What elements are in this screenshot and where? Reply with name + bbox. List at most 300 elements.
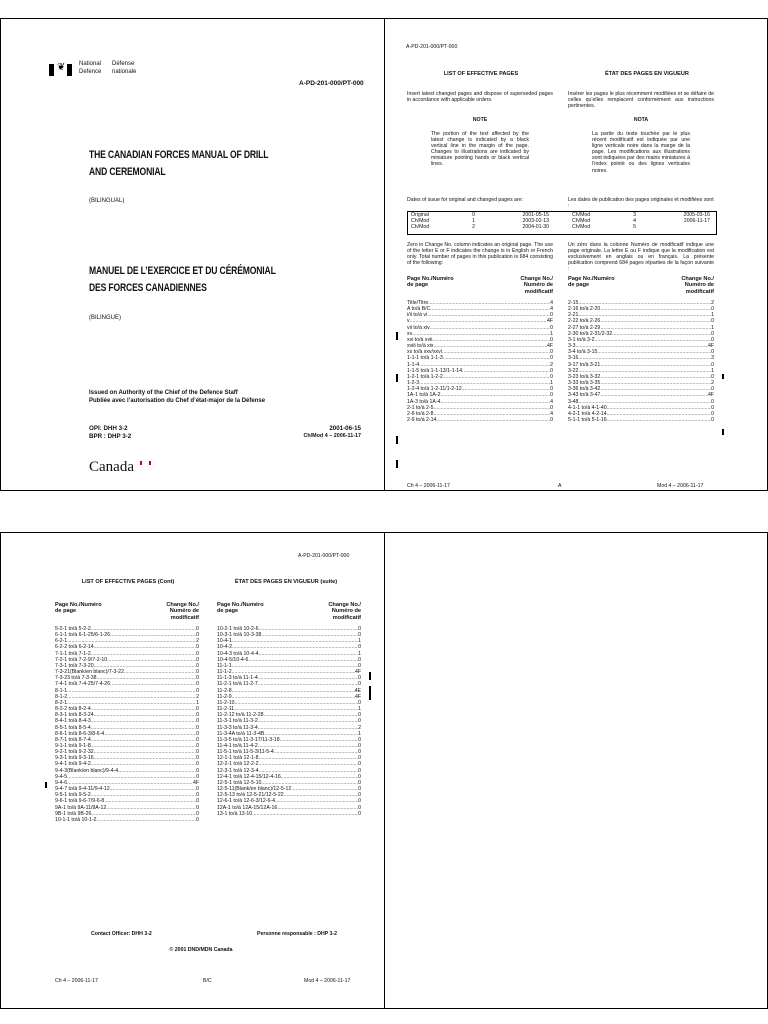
col-page-label-2: de page	[55, 608, 77, 615]
dates-left-list	[411, 212, 549, 231]
change-number: 3	[711, 355, 714, 362]
page-range: 9B-1 to/à 9B-26	[55, 810, 92, 817]
change-number: 0	[358, 767, 361, 774]
change-number: 2	[550, 361, 553, 368]
page-range: 1-2-3	[407, 380, 420, 387]
page-range: 3-16	[568, 355, 579, 362]
lep-cont-header-right	[217, 602, 361, 621]
change-number: 0	[711, 386, 714, 393]
lep-cont-rows-right	[217, 626, 361, 817]
lep-title-fr: ÉTAT DES PAGES EN VIGUEUR	[605, 71, 689, 77]
change-number: 4	[550, 398, 553, 405]
page-range: 8-1-2	[55, 693, 68, 700]
blank-page	[385, 533, 768, 1008]
note-en-text: The portion of the text affected by the latest change is indicated by a black vertical line in the margin of the page. Changes to illustrations are indicated by miniature pointing hands or black vertical lines.	[431, 131, 529, 168]
dept-name-fr	[112, 60, 136, 76]
page-range: 2-6 to/à 2-8	[407, 410, 434, 417]
dates-right-list	[572, 212, 710, 231]
change-number: 4F	[354, 669, 361, 676]
issued-en: Issued on Authority of the Chief of the Defence Staff	[89, 390, 238, 396]
change-number: 0	[196, 804, 199, 811]
page-range: 5-1-1 to/à 5-1-16	[568, 416, 607, 423]
change-number: 0	[196, 681, 199, 688]
page-range: 9-2-1 to/à 9-2-32	[55, 749, 94, 756]
lep-intro-fr: Insérer les pages le plus récemment modifiées et se défaire de celles qu’elles remplacent conformément aux instructions pertinentes.	[568, 91, 714, 110]
lep-rows-left	[407, 300, 553, 423]
page-range: xx to/à xxv/xxvi	[407, 349, 442, 356]
lep-cont-footer-right: Mod 4 – 2006-11-17	[304, 978, 351, 984]
page-range: 1-1-4	[407, 361, 420, 368]
page-range: 9-1-1 to/à 9-1-8	[55, 742, 91, 749]
page-range: 3-22	[568, 367, 579, 374]
col-change-label: Change No./	[328, 602, 361, 608]
col-change-label-3: modificatif	[685, 288, 714, 295]
page-range: vii to/à xiv	[407, 324, 430, 331]
change-number: 0	[196, 644, 199, 651]
change-number: 0	[711, 373, 714, 380]
change-number: 4F	[546, 343, 553, 350]
change-number: 1	[711, 367, 714, 374]
date-row: Original 0 2001-05-15	[411, 212, 549, 218]
page-range: 7-1-1 to/à 7-1-2	[55, 650, 91, 657]
page-range: 12-4-1 to/à 12-4-15/12-4-16	[217, 773, 281, 780]
change-number: 1	[196, 699, 199, 706]
change-number: 0	[358, 675, 361, 682]
lep-cont-footer-page: B/C	[203, 978, 212, 984]
page-range: 6-2-2 to/à 6-2-14	[55, 644, 94, 651]
page-range: 12-6-1 to/à 12-6-3/12-6-4	[217, 798, 275, 805]
change-number: 0	[711, 318, 714, 325]
page-range: 3-33 to/à 3-35	[568, 380, 601, 387]
change-number: 0	[196, 662, 199, 669]
page-range: 2-9 to/à 2-14	[407, 416, 437, 423]
cover-title-en	[89, 147, 284, 181]
page-range: 12-1-1 to/à 12-1-8	[217, 755, 259, 762]
dot-leader	[252, 811, 358, 817]
change-number: 0	[550, 349, 553, 356]
page-range: 9-4-6	[55, 779, 68, 786]
change-number: 0	[711, 330, 714, 337]
change-number: 0	[196, 755, 199, 762]
page-range: 11-3-4A to/à 11-3-4B	[217, 730, 265, 737]
maple-leaf-icon: ❦	[57, 62, 66, 73]
change-number: 0	[196, 761, 199, 768]
lep-cont-title-en: LIST OF EFFECTIVE PAGES (Cont)	[81, 579, 175, 585]
change-number: 0	[196, 675, 199, 682]
col-change-label-3: modificatif	[332, 614, 361, 621]
change-number: 0	[711, 306, 714, 313]
opi-bpr	[89, 425, 131, 440]
col-change-label-2: Numéro de	[169, 608, 199, 615]
change-number: 4	[550, 300, 553, 306]
dept-fr-line-2: nationale	[112, 69, 137, 75]
change-number: 0	[711, 361, 714, 368]
page-range: 8-4-1 to/à 8-4-3	[55, 718, 91, 725]
page-range: 11-2-10	[217, 699, 235, 706]
page-range: 10-3-1 to/à 10-3-38	[217, 632, 262, 639]
note-fr-title: NOTA	[633, 117, 649, 123]
change-number: 0	[550, 386, 553, 393]
change-number: 0	[550, 355, 553, 362]
col-change-label-2: Numéro de	[684, 282, 714, 289]
date-row: Ch/Mod 4 2006-11-17	[572, 218, 710, 225]
col-page-label: Page No./Numéro	[55, 602, 102, 608]
dates-intro-en: Dates of issue for original and changed pages are:	[407, 197, 523, 203]
page-range: 1A-1 to/à 1A-2	[407, 392, 441, 399]
dot-leader	[436, 417, 550, 423]
change-number: 0	[358, 804, 361, 811]
cover-doc-code: A-PD-201-000/PT-000	[299, 80, 364, 87]
change-number: 0	[358, 786, 361, 793]
page-range: 10-4-1	[217, 638, 232, 645]
change-number: 0	[358, 779, 361, 786]
col-change-label: Change No./	[520, 276, 553, 282]
page-range: 1-2-1 to/à 1-2-2	[407, 373, 443, 380]
zero-note-en: Zero in Change No. column indicates an original page. The use of the letter E or F indicates the change is in English or French only. Total number of pages in this publication is 684 consisting of the following:	[407, 242, 553, 267]
page-range: 12-2-1 to/à 12-2-2	[217, 761, 259, 768]
page-range: 13-1 to/à 13-10	[217, 810, 253, 817]
page-range: 7-3-21(Blank/en blanc)/7-3-22	[55, 669, 124, 676]
canada-flag-icon	[140, 461, 151, 465]
change-number: 0	[711, 398, 714, 405]
page-range: 12-5-13 to/à 12-5-21/12-5-22	[217, 792, 284, 799]
change-number: 0	[196, 724, 199, 731]
page-list-row	[55, 817, 199, 823]
date-row: Ch/Mod 5	[572, 224, 636, 231]
issued-fr: Publiée avec l’autorisation du Chef d’état-major de la Défense	[89, 397, 266, 404]
change-number: 0	[196, 792, 199, 799]
date-row: Ch/Mod 2 2004-01-30	[411, 224, 549, 231]
col-page-label-2: de page	[217, 608, 239, 615]
page-divider	[384, 19, 385, 490]
page-range: 3-43 to/à 3-47	[568, 392, 601, 399]
col-page-label: Page No./Numéro	[407, 276, 454, 282]
change-number: 0	[711, 404, 714, 411]
page-range: 11-2-11	[217, 706, 235, 713]
page-range: 2-15	[568, 300, 579, 306]
page-range: 5-2-1 to/à 5-2-2	[55, 626, 91, 632]
change-number: 0	[358, 798, 361, 805]
change-number: 0	[196, 632, 199, 639]
change-number: 0	[196, 650, 199, 657]
page-range: 3-1 to/à 3-2	[568, 336, 595, 343]
change-bar	[369, 686, 371, 700]
dot-leader	[97, 817, 197, 823]
lep-rows-right	[568, 300, 714, 423]
date-row: Ch/Mod 1 2003-02-13	[411, 218, 549, 225]
contact-officer-fr: Personne responsable : DHP 3-2	[257, 931, 338, 937]
page-range: 11-3-3 to/à 11-3-4	[217, 724, 258, 731]
page-range: 8-2-1	[55, 699, 68, 706]
change-number: 2	[196, 638, 199, 645]
change-number: 1	[550, 330, 553, 337]
dates-intro-fr: Les dates de publication des pages originales et modifiées sont :	[568, 197, 714, 210]
col-page-label-2: de page	[568, 282, 590, 289]
note-fr-text: La partie du texte touchée par le plus récent modificatif est indiquée par une ligne verticale noire dans la marge de la page. Les modifications aux illustrations sont indiquées par des mains miniatures à l’index pointé ou des lignes verticales noires.	[592, 131, 690, 174]
change-number: 1	[550, 380, 553, 387]
change-number: 0	[358, 644, 361, 651]
change-number: 0	[196, 773, 199, 780]
spread-sheet-1	[0, 18, 768, 491]
title-fr-line-1: MANUEL DE L’EXERCICE ET DU CÉRÉMONIAL	[89, 265, 276, 277]
change-number: 0	[196, 810, 199, 817]
change-number: 0	[358, 755, 361, 762]
col-change-label-3: modificatif	[524, 288, 553, 295]
page-range: 3-17 to/à 3-21	[568, 361, 601, 368]
change-number: 0	[196, 786, 199, 793]
col-change-label-2: Numéro de	[331, 608, 361, 615]
change-number: 0	[358, 773, 361, 780]
page-range: 2-1 to/à 2-5	[407, 404, 434, 411]
change-number: 0	[550, 404, 553, 411]
change-number: 0	[196, 736, 199, 743]
change-number: 0	[196, 730, 199, 737]
page-range: 12A-1 to/à 12A-15/12A-16	[217, 804, 278, 811]
page-range: 8-2-2 to/à 8-2-4	[55, 706, 91, 713]
change-number: 0	[196, 687, 199, 694]
page-range: 11-5-1 to/à 11-5-3/11-5-4	[217, 749, 274, 756]
change-number: 4F	[707, 343, 714, 350]
page-range: 11-3-5 to/à 11-3-17/11-3-18	[217, 736, 280, 743]
lep-footer-right: Mod 4 – 2006-11-17	[657, 483, 704, 489]
change-number: 0	[550, 392, 553, 399]
change-number: 0	[550, 373, 553, 380]
page-range: 2-30 to/à 2-31/2-32	[568, 330, 613, 337]
change-bar	[396, 332, 398, 340]
page-range: 3-23 to/à 3-32	[568, 373, 601, 380]
note-en-title: NOTE	[472, 117, 488, 123]
flag-bar-left	[49, 64, 54, 76]
cover-title-fr	[89, 263, 284, 297]
page-range: xvi to/à xvii	[407, 336, 433, 343]
page-range: i/ii to/à vi	[407, 312, 428, 319]
page-range: 11-1-3 to/à 11-1-4	[217, 675, 258, 682]
dept-en-line-2: Defence	[79, 69, 102, 75]
page-range: 8-7-1 to/à 8-7-4	[55, 736, 91, 743]
page-range: 9-4-3(Blank/en blanc)/9-4-4	[55, 767, 119, 774]
page-range: 9A-1 to/à 9A-11/9A-12	[55, 804, 107, 811]
change-number: 0	[196, 749, 199, 756]
page-range: A to/à B/C	[407, 306, 431, 313]
change-number: 0	[358, 742, 361, 749]
change-number: 1	[358, 706, 361, 713]
change-number: 4	[550, 306, 553, 313]
change-number: 2	[711, 380, 714, 387]
lep-title-en: LIST OF EFFECTIVE PAGES	[443, 71, 519, 77]
change-number: 4F	[354, 693, 361, 700]
page-range: 12-5-1 to/à 12-5-10	[217, 779, 262, 786]
cover-dates	[271, 425, 361, 440]
change-number: 0	[550, 416, 553, 423]
bpr-label: BPR : DHP 3-2	[89, 432, 132, 440]
change-bar	[722, 374, 724, 379]
lep-doc-number: A-PD-201-000/PT-000	[406, 44, 458, 50]
change-number: 0	[358, 749, 361, 756]
change-number: 0	[196, 816, 199, 823]
flag-bar-right	[67, 64, 72, 76]
page-range: 4-1-1 to/à 4-1-40	[568, 404, 607, 411]
change-number: 1	[711, 324, 714, 331]
zero-note-fr: Un zéro dans la colonne Numéro de modificatif indique une page originale. La lettre E ou F indique que la modification est exclusivement en anglais ou en français. La présente publication comprend 684 pages réparties de la façon suivante :	[568, 242, 714, 273]
page-range: 7-4-1 to/à 7-4-25/7-4-26	[55, 681, 111, 688]
page-range: 12-5-11(Blank/en blanc)/12-5-12	[217, 786, 292, 793]
change-number: 0	[550, 336, 553, 343]
page-range: 7-2-1 to/à 7-2-9/7-2-10	[55, 656, 108, 663]
page-list-row	[217, 811, 361, 817]
change-number: 0	[358, 736, 361, 743]
col-change-label: Change No./	[166, 602, 199, 608]
change-number: 0	[358, 718, 361, 725]
page-range: 11-4-1 to/à 11-4-2	[217, 742, 258, 749]
page-range: 9-5-1 to/à 9-5-2	[55, 792, 91, 799]
bilingual-en: (BILINGUAL)	[89, 198, 125, 204]
page-range: 9-3-1 to/à 9-3-16	[55, 755, 94, 762]
page-range: 9-4-5	[55, 773, 68, 780]
change-number: 0	[196, 712, 199, 719]
change-number: 0	[358, 761, 361, 768]
page-range: xviii to/à xix	[407, 343, 434, 350]
page-range: v	[407, 318, 410, 325]
page-range: 1-1-1 to/à 1-1-3	[407, 355, 443, 362]
page-range: 3-4 to/à 3-15	[568, 349, 598, 356]
lep-header-right	[568, 276, 714, 295]
change-bar	[369, 672, 371, 680]
page-range: 7-3-1 to/à 7-3-20	[55, 662, 94, 669]
change-number: 0	[196, 798, 199, 805]
page-range: 11-2-9	[217, 693, 232, 700]
page-range: 8-6-1 to/à 8-6-3/8-6-4	[55, 730, 105, 737]
dept-en-line-1: National	[79, 61, 102, 67]
change-number: 1	[711, 312, 714, 319]
title-fr-line-2: DES FORCES CANADIENNES	[89, 282, 207, 294]
page-range: 8-5-1 to/à 8-5-4	[55, 724, 91, 731]
page-list-row	[568, 417, 714, 423]
change-bar	[45, 782, 47, 788]
title-en-line-2: AND CEREMONIAL	[89, 166, 166, 178]
issued-authority	[89, 390, 265, 405]
lep-footer-page: A	[558, 483, 562, 489]
spread-sheet-2	[0, 532, 768, 1009]
page-range: 1-2-4 to/à 1-2-11/1-2-12	[407, 386, 462, 393]
date-row: Ch/Mod 3 2005-03-16	[572, 212, 710, 218]
change-number: 0	[711, 349, 714, 356]
page-range: 1-1-5 to/à 1-1-13/1-1-14	[407, 367, 463, 374]
lep-header-left	[407, 276, 553, 295]
page-range: 3-36 to/à 3-42	[568, 386, 601, 393]
change-number: 0	[358, 712, 361, 719]
page-range: 2-27 to/à 2-29	[568, 324, 601, 331]
page-range: xv	[407, 330, 413, 337]
change-bar	[396, 460, 398, 468]
change-number: 0	[196, 706, 199, 713]
change-number: 4F	[546, 318, 553, 325]
page-list-row	[407, 417, 553, 423]
change-number: 0	[196, 718, 199, 725]
page-range: 1A-3 to/à 1A-4	[407, 398, 441, 405]
page-range: 2-21	[568, 312, 579, 319]
change-number: 0	[550, 367, 553, 374]
change-bar	[722, 429, 724, 435]
change-number: 0	[358, 662, 361, 669]
change-number: 2	[358, 724, 361, 731]
change-number: 4F	[192, 779, 199, 786]
change-number: 0	[711, 410, 714, 417]
change-bar	[396, 374, 398, 382]
page-range: 3-3	[568, 343, 576, 350]
bilingual-fr: (BILINGUE)	[89, 315, 122, 321]
page-range: 11-2-1 to/à 11-2-7	[217, 681, 258, 688]
change-number: 0	[358, 810, 361, 817]
dot-leader	[607, 417, 711, 423]
change-number: 2	[196, 693, 199, 700]
page-range: 10-1-1 to/à 10-1-2	[55, 816, 97, 823]
page-range: 11-2-12 to/à 11-2-28	[217, 712, 264, 719]
page-range: 9-4-1 to/à 9-4-2	[55, 761, 91, 768]
page-range: 6-1-1 to/à 6-1-25/6-1-26	[55, 632, 111, 639]
change-number: 2	[711, 300, 714, 306]
col-change-label-2: Numéro de	[523, 282, 553, 289]
col-change-label: Change No./	[681, 276, 714, 282]
change-bar	[396, 436, 398, 444]
page-range: 2-16 to/à 2-20	[568, 306, 601, 313]
lep-cont-header-left	[55, 602, 199, 621]
page-range: 9-4-7 to/à 9-4-11/9-4-12	[55, 786, 110, 793]
page-range: 12-3-1 to/à 12-3-4	[217, 767, 259, 774]
lep-cont-footer-left: Ch 4 – 2006-11-17	[55, 978, 98, 984]
change-number: 0	[358, 626, 361, 632]
contact-officer-en: Contact Officer: DHH 3-2	[91, 931, 152, 937]
page-range: 8-3-1 to/à 8-3-24	[55, 712, 94, 719]
dept-fr-line-1: Défense	[112, 61, 135, 67]
change-number: 0	[196, 767, 199, 774]
change-number: 0	[711, 416, 714, 423]
page-range: 4-2-1 to/à 4-2-14	[568, 410, 607, 417]
change-number: 4E	[354, 687, 361, 694]
page-range: 9-6-1 to/à 9-6-7/9-6-8	[55, 798, 105, 805]
change-number: 1	[358, 730, 361, 737]
page-range: 10-4-3 to/à 10-4-4	[217, 650, 259, 657]
change-number: 4	[550, 410, 553, 417]
canada-wordmark: Canada	[89, 459, 134, 475]
col-page-label: Page No./Numéro	[568, 276, 615, 282]
dept-name-en	[79, 60, 101, 76]
lep-cont-rows-left	[55, 626, 199, 823]
page-range: Title/Titre	[407, 300, 429, 306]
page-range: 8-1-1	[55, 687, 68, 694]
change-number: 0	[550, 324, 553, 331]
lep-cont-title-fr: ÉTAT DES PAGES EN VIGUEUR (suite)	[234, 579, 338, 585]
lep-footer-left: Ch 4 – 2006-11-17	[407, 483, 450, 489]
page-range: 11-3-1 to/à 11-3-2	[217, 718, 258, 725]
change-number: 0	[550, 312, 553, 319]
col-change-label-3: modificatif	[170, 614, 199, 621]
page-range: 11-2-8	[217, 687, 232, 694]
page-range: 2-22 to/à 2-26	[568, 318, 601, 325]
opi-label: OPI: DHH 3-2	[89, 425, 128, 432]
change-number: 0	[196, 742, 199, 749]
change-number: 0	[196, 669, 199, 676]
change-number: 0	[196, 656, 199, 663]
change-number: 1	[358, 650, 361, 657]
change-number: 0	[358, 632, 361, 639]
change-number: 1	[358, 638, 361, 645]
page-range: 11-1-2	[217, 669, 232, 676]
page-range: 10-4-2	[217, 644, 232, 651]
copyright: © 2001 DND/MDN Canada	[169, 947, 233, 953]
title-en-line-1: THE CANADIAN FORCES MANUAL OF DRILL	[89, 149, 269, 161]
change-number: 0	[711, 336, 714, 343]
page-range: 10-2-1 to/à 10-2-6	[217, 626, 259, 632]
